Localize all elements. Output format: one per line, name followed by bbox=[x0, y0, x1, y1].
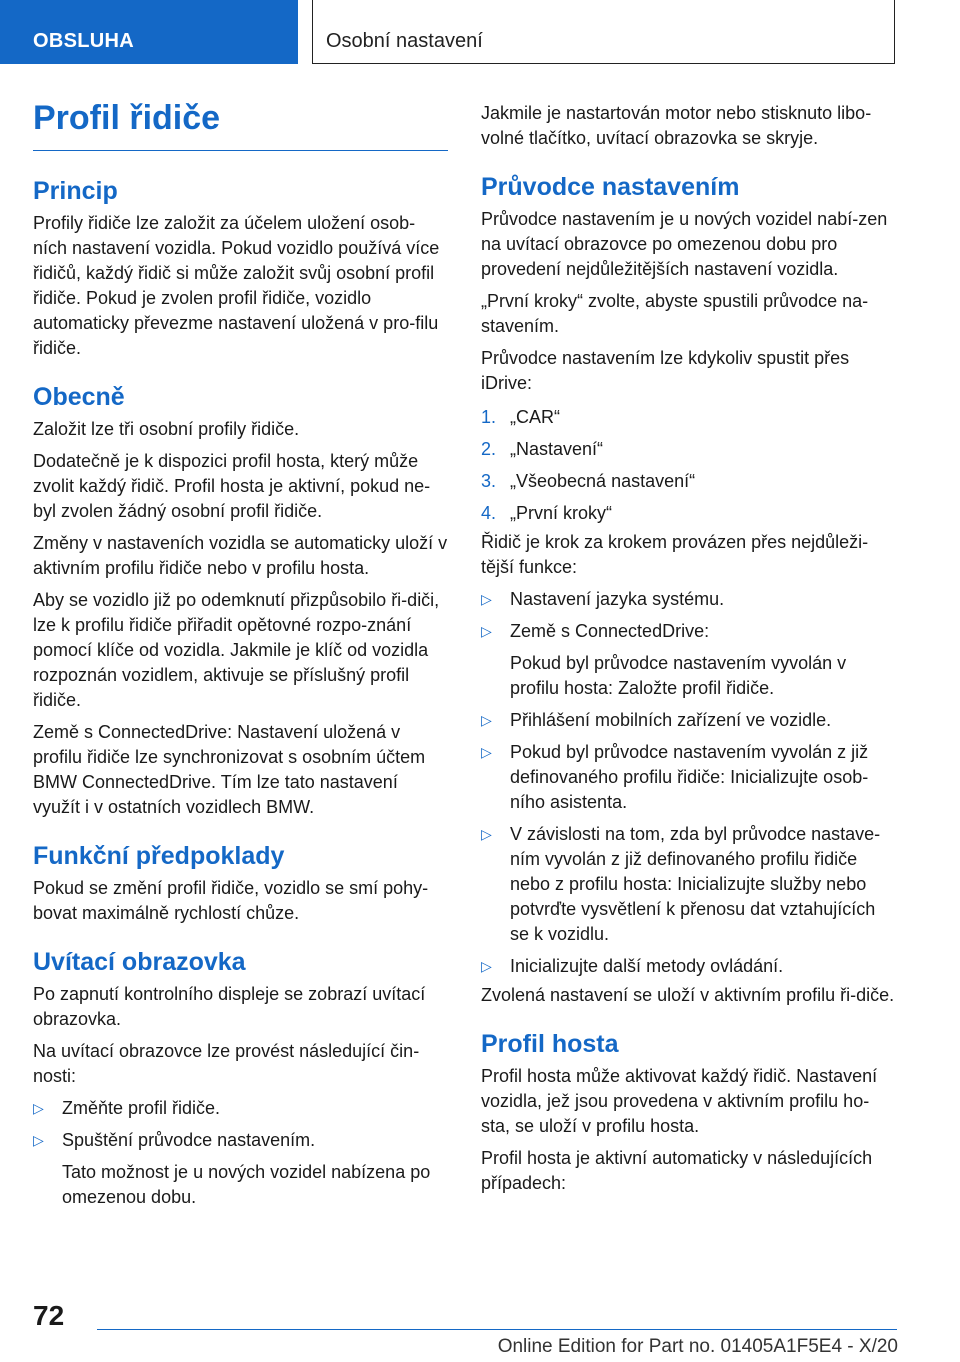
paragraph: Průvodce nastavením je u nových vozidel nabí-zen na uvítací obrazovce po omezenou dobu pro provedení nejdůležitějších nastavení vozidla. bbox=[481, 209, 888, 279]
list-item-text: V závislosti na tom, zda byl průvodce nastave-ním vyvolán z již definovaného profilu řidiče nebo z profilu hosta: Inicializujte služby nebo potvrďte vysvětlení k přenosu dat vztahujících se k vozidlu. bbox=[510, 824, 881, 944]
list-item bbox=[481, 619, 896, 644]
list-item-text: Pokud byl průvodce nastavením vyvolán z již definovaného profilu řidiče: Inicializujte osob-ního asistenta. bbox=[510, 742, 869, 812]
list-item-note: Tato možnost je u nových vozidel nabízena po omezenou dobu. bbox=[62, 1162, 431, 1207]
list-item-text: Přihlášení mobilních zařízení ve vozidle. bbox=[510, 710, 832, 730]
step-number: 3. bbox=[481, 471, 497, 491]
paragraph: Pokud se změní profil řidiče, vozidlo se smí pohy-bovat maximálně rychlostí chůze. bbox=[33, 878, 429, 923]
step-number: 1. bbox=[481, 407, 497, 427]
paragraph: Průvodce nastavením lze kdykoliv spustit přes iDrive: bbox=[481, 348, 850, 393]
section-label: OBSLUHA bbox=[33, 30, 134, 52]
paragraph: Jakmile je nastartován motor nebo stisknuto libo-volné tlačítko, uvítací obrazovka se skryje. bbox=[481, 103, 872, 148]
list-item-text: Nastavení jazyka systému. bbox=[510, 589, 725, 609]
list-item-text: Změňte profil řidiče. bbox=[62, 1098, 221, 1118]
step-item bbox=[481, 469, 896, 494]
step-text: „Nastavení“ bbox=[510, 439, 604, 459]
list-item bbox=[33, 1128, 448, 1153]
paragraph: Zvolená nastavení se uloží v aktivním profilu ři-diče. bbox=[481, 985, 895, 1005]
heading-guest-profile: Profil hosta bbox=[481, 1030, 619, 1058]
paragraph: Aby se vozidlo již po odemknutí přizpůsobilo ři-diči, lze k profilu řidiče přiřadit opětovné rozpo-znání pomocí klíče od vozidla. Jakmile je klíč od vozidla rozpoznán vozidlem, aktivuje se příslušný profil řidiče. bbox=[33, 590, 440, 710]
triangle-bullet-icon: ▷ bbox=[481, 958, 492, 974]
step-item bbox=[481, 437, 896, 462]
list-item bbox=[481, 822, 896, 947]
paragraph: Po zapnutí kontrolního displeje se zobrazí uvítací obrazovka. bbox=[33, 984, 426, 1029]
list-item-text: Spuštění průvodce nastavením. bbox=[62, 1130, 316, 1150]
paragraph: Profily řidiče lze založit za účelem uložení osob-ních nastavení vozidla. Pokud vozidlo používá více řidičů, každý řidič si může založit svůj osobní profil řidiče. Pokud je zvolen profil řidiče, vozidlo automaticky převezme nastavení uložená v pro-filu řidiče. bbox=[33, 213, 440, 358]
triangle-bullet-icon: ▷ bbox=[33, 1132, 44, 1148]
step-text: „První kroky“ bbox=[510, 503, 613, 523]
right-column bbox=[481, 98, 896, 1196]
triangle-bullet-icon: ▷ bbox=[481, 591, 492, 607]
triangle-bullet-icon: ▷ bbox=[481, 826, 492, 842]
paragraph: Profil hosta může aktivovat každý řidič. Nastavení vozidla, jež jsou provedena v aktivním profilu ho-sta, se uloží v profilu hosta. bbox=[481, 1066, 878, 1136]
list-item bbox=[481, 954, 896, 979]
paragraph: Profil hosta je aktivní automaticky v následujících případech: bbox=[481, 1148, 873, 1193]
paragraph: Země s ConnectedDrive: Nastavení uložená v profilu řidiče lze synchronizovat s osobním účtem BMW ConnectedDrive. Tím lze tato nastavení využít i v ostatních vozidlech BMW. bbox=[33, 722, 426, 817]
step-item bbox=[481, 405, 896, 430]
step-text: „Všeobecná nastavení“ bbox=[510, 471, 696, 491]
heading-principle: Princip bbox=[33, 177, 118, 205]
footer-rule bbox=[97, 1329, 897, 1330]
list-item bbox=[481, 587, 896, 612]
step-item bbox=[481, 501, 896, 526]
step-number: 2. bbox=[481, 439, 497, 459]
chapter-label: Osobní nastavení bbox=[326, 30, 483, 52]
paragraph: Založit lze tři osobní profily řidiče. bbox=[33, 419, 300, 439]
paragraph: Řidič je krok za krokem provázen přes nejdůleži-tější funkce: bbox=[481, 532, 869, 577]
triangle-bullet-icon: ▷ bbox=[481, 712, 492, 728]
triangle-bullet-icon: ▷ bbox=[33, 1100, 44, 1116]
heading-setup-wizard: Průvodce nastavením bbox=[481, 173, 740, 201]
list-item bbox=[33, 1096, 448, 1121]
paragraph: Na uvítací obrazovce lze provést následující čin-nosti: bbox=[33, 1041, 420, 1086]
footer-edition: Online Edition for Part no. 01405A1F5E4 - X/20 bbox=[497, 1336, 898, 1357]
chapter-tab bbox=[312, 0, 895, 64]
page-number: 72 bbox=[33, 1300, 65, 1331]
heading-requirements: Funkční předpoklady bbox=[33, 842, 285, 870]
list-item-note: Pokud byl průvodce nastavením vyvolán v profilu hosta: Založte profil řidiče. bbox=[510, 653, 847, 698]
paragraph: „První kroky“ zvolte, abyste spustili průvodce na-stavením. bbox=[481, 291, 869, 336]
section-tab bbox=[0, 0, 298, 64]
step-text: „CAR“ bbox=[510, 407, 560, 427]
page-title: Profil řidiče bbox=[33, 98, 448, 151]
list-item-text: Země s ConnectedDrive: bbox=[510, 621, 710, 641]
step-number: 4. bbox=[481, 503, 497, 523]
paragraph: Změny v nastaveních vozidla se automaticky uloží v aktivním profilu řidiče nebo v profilu hosta. bbox=[33, 533, 448, 578]
list-item-text: Inicializujte další metody ovládání. bbox=[510, 956, 784, 976]
triangle-bullet-icon: ▷ bbox=[481, 744, 492, 760]
heading-general: Obecně bbox=[33, 383, 125, 411]
left-column bbox=[33, 98, 448, 1210]
heading-welcome-screen: Uvítací obrazovka bbox=[33, 948, 246, 976]
paragraph: Dodatečně je k dispozici profil hosta, který může zvolit každý řidič. Profil hosta je aktivní, pokud ne-byl zvolen žádný osobní profil řidiče. bbox=[33, 451, 431, 521]
list-item bbox=[481, 708, 896, 733]
triangle-bullet-icon: ▷ bbox=[481, 623, 492, 639]
list-item bbox=[481, 740, 896, 815]
